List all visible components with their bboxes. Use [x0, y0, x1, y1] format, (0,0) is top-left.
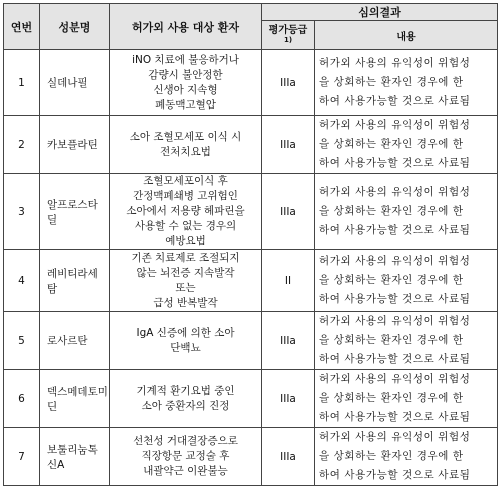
row-number: 3	[4, 174, 40, 250]
review-content-line: 을 상회하는 환자인 경우에 한	[319, 274, 464, 287]
review-content-line: 을 상회하는 환자인 경우에 한	[319, 205, 464, 218]
target-patients-line: 선천성 거대결장증으로	[133, 435, 238, 448]
header-grade-label: 평가등급	[268, 25, 308, 36]
review-content-line: 하여 사용가능할 것으로 사료됨	[319, 469, 471, 482]
evaluation-grade: IIIa	[262, 370, 315, 428]
review-content-line: 허가외 사용의 유익성이 위험성	[319, 57, 471, 70]
target-patients	[110, 116, 262, 174]
ingredient-name-line: 덱스메데토미	[47, 385, 108, 398]
ingredient-name-line: 딘	[47, 400, 58, 413]
review-content-line: 을 상회하는 환자인 경우에 한	[319, 450, 464, 463]
row-number: 4	[4, 250, 40, 312]
target-patients	[110, 370, 262, 428]
review-content	[315, 174, 498, 250]
target-patients-line: 간정맥폐쇄병 고위험인	[133, 190, 238, 203]
review-content-line: 하여 사용가능할 것으로 사료됨	[319, 293, 471, 306]
target-patients-line: 단백뇨	[170, 341, 201, 354]
ingredient-name	[40, 50, 110, 116]
row-number: 1	[4, 50, 40, 116]
target-patients-line: 기존 치료제로 조절되지	[131, 251, 240, 264]
ingredient-name-line: 보툴리눔톡	[47, 443, 98, 456]
review-content-line: 을 상회하는 환자인 경우에 한	[319, 76, 464, 89]
review-content-line: 허가외 사용의 유익성이 위험성	[319, 431, 471, 444]
table-row	[4, 250, 498, 312]
header-grade	[262, 21, 315, 50]
table-row	[4, 428, 498, 486]
evaluation-grade: IIIa	[262, 312, 315, 370]
review-content-line: 허가외 사용의 유익성이 위험성	[319, 255, 471, 268]
target-patients-line: 폐동맥고혈압	[155, 98, 216, 111]
target-patients-line: 않는 뇌전증 지속발작	[136, 266, 235, 279]
target-patients-line: 직장항문 교정술 후	[141, 450, 230, 463]
ingredient-name-line: 알프로스타	[47, 198, 98, 211]
review-results-table	[3, 3, 498, 486]
ingredient-name-line: 탐	[47, 282, 58, 295]
review-content-line: 을 상회하는 환자인 경우에 한	[319, 392, 464, 405]
review-content	[315, 370, 498, 428]
ingredient-name	[40, 428, 110, 486]
ingredient-name	[40, 312, 110, 370]
review-content-line: 허가외 사용의 유익성이 위험성	[319, 119, 471, 132]
evaluation-grade: II	[262, 250, 315, 312]
review-content	[315, 116, 498, 174]
target-patients-line: 사용할 수 없는 경우의	[134, 220, 237, 233]
header-row	[4, 4, 498, 21]
evaluation-grade: IIIa	[262, 174, 315, 250]
target-patients	[110, 312, 262, 370]
review-content	[315, 250, 498, 312]
ingredient-name-line: 신A	[47, 458, 65, 471]
target-patients-line: 또는	[175, 281, 196, 294]
header-target: 허가외 사용 대상 환자	[110, 4, 262, 50]
table-row	[4, 174, 498, 250]
ingredient-name	[40, 250, 110, 312]
target-patients-line: 감량시 불안정한	[148, 68, 223, 81]
header-grade-footnote: 1)	[283, 36, 293, 44]
target-patients	[110, 250, 262, 312]
target-patients	[110, 50, 262, 116]
ingredient-name-line: 로사르탄	[47, 335, 88, 348]
target-patients-line: 급성 반복발작	[153, 296, 218, 309]
table-row	[4, 370, 498, 428]
ingredient-name-line: 딜	[47, 213, 58, 226]
evaluation-grade: IIIa	[262, 116, 315, 174]
header-no: 연번	[4, 4, 40, 50]
review-content	[315, 312, 498, 370]
target-patients-line: 기계적 환기요법 중인	[136, 384, 235, 397]
table-row	[4, 116, 498, 174]
review-content-line: 허가외 사용의 유익성이 위험성	[319, 315, 471, 328]
ingredient-name	[40, 116, 110, 174]
evaluation-grade: IIIa	[262, 428, 315, 486]
target-patients-line: IgA 신증에 의한 소아	[136, 326, 235, 339]
target-patients-line: iNO 치료에 불응하거나	[132, 53, 239, 66]
table-row	[4, 50, 498, 116]
row-number: 6	[4, 370, 40, 428]
ingredient-name	[40, 370, 110, 428]
target-patients-line: 신생아 지속형	[153, 83, 218, 96]
target-patients-line: 예방요법	[165, 235, 206, 248]
row-number: 2	[4, 116, 40, 174]
review-content-line: 을 상회하는 환자인 경우에 한	[319, 138, 464, 151]
review-content	[315, 428, 498, 486]
ingredient-name	[40, 174, 110, 250]
review-content-line: 하여 사용가능할 것으로 사료됨	[319, 353, 471, 366]
target-patients-line: 내괄약근 이완불능	[143, 465, 228, 478]
review-content-line: 허가외 사용의 유익성이 위험성	[319, 373, 471, 386]
header-result: 심의결과	[262, 4, 498, 21]
review-content	[315, 50, 498, 116]
ingredient-name-line: 카보플라틴	[47, 139, 98, 152]
review-content-line: 을 상회하는 환자인 경우에 한	[319, 334, 464, 347]
review-content-line: 허가외 사용의 유익성이 위험성	[319, 186, 471, 199]
review-content-line: 하여 사용가능할 것으로 사료됨	[319, 157, 471, 170]
header-content: 내용	[315, 21, 498, 50]
review-content-line: 하여 사용가능할 것으로 사료됨	[319, 95, 471, 108]
row-number: 5	[4, 312, 40, 370]
target-patients-line: 소아 중환자의 진정	[141, 399, 230, 412]
ingredient-name-line: 실데나필	[47, 77, 88, 90]
target-patients-line: 소아 조혈모세포 이식 시	[129, 130, 242, 143]
target-patients	[110, 428, 262, 486]
target-patients-line: 소아에서 저용량 헤파린을	[126, 205, 245, 218]
evaluation-grade: IIIa	[262, 50, 315, 116]
ingredient-name-line: 레비티라세	[47, 267, 98, 280]
target-patients	[110, 174, 262, 250]
review-content-line: 하여 사용가능할 것으로 사료됨	[319, 411, 471, 424]
table-row	[4, 312, 498, 370]
target-patients-line: 전처치요법	[160, 145, 211, 158]
review-content-line: 하여 사용가능할 것으로 사료됨	[319, 224, 471, 237]
row-number: 7	[4, 428, 40, 486]
header-name: 성분명	[40, 4, 110, 50]
target-patients-line: 조혈모세포이식 후	[143, 175, 228, 188]
